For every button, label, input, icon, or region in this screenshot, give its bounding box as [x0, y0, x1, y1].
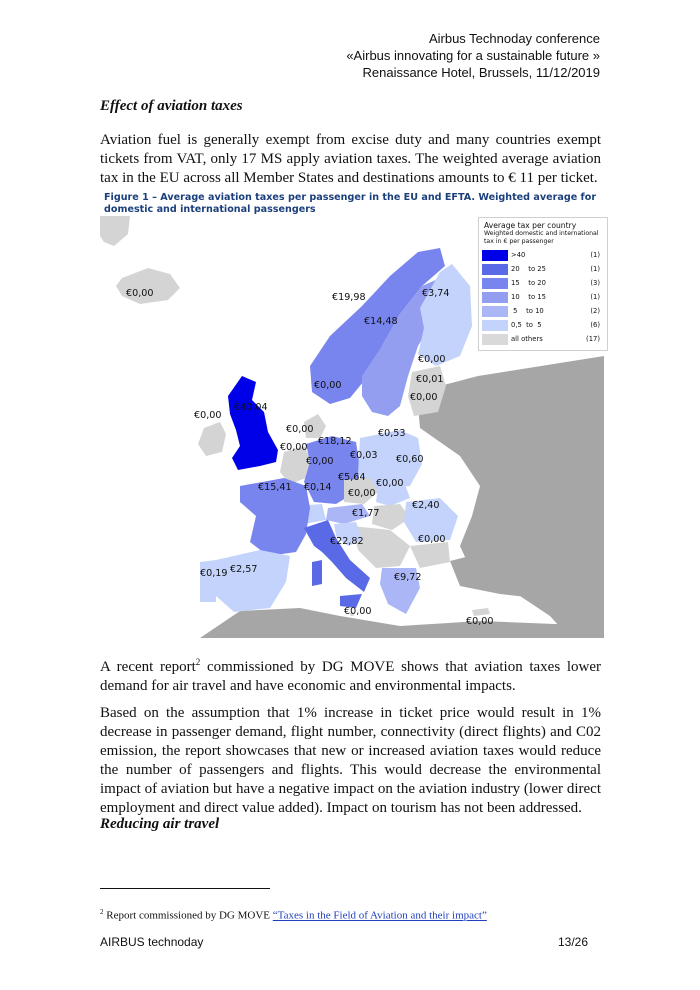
label-france: €15,41 — [258, 482, 292, 493]
legend-swatch — [482, 264, 508, 275]
label-cyprus: €0,00 — [466, 616, 494, 627]
label-iceland: €0,00 — [126, 288, 154, 299]
map-legend — [478, 217, 608, 351]
label-greece: €9,72 — [394, 572, 422, 583]
label-malta: €0,00 — [344, 606, 372, 617]
label-denmark: €0,00 — [314, 380, 342, 391]
legend-row — [482, 334, 602, 346]
label-latvia: €0,01 — [416, 374, 444, 385]
label-netherlands: €0,00 — [286, 424, 314, 435]
legend-row — [482, 306, 602, 318]
label-austria: €5,64 — [338, 472, 366, 483]
footnote-link[interactable]: “Taxes in the Field of Aviation and their impact” — [272, 909, 487, 922]
legend-swatch — [482, 292, 508, 303]
page-header — [346, 30, 600, 81]
label-germany: €18,12 — [318, 436, 352, 447]
legend-range: 15 to 20 — [511, 279, 546, 287]
label-poland: €0,53 — [378, 428, 406, 439]
label-portugal: €0,19 — [200, 568, 228, 579]
legend-swatch — [482, 334, 508, 345]
label-ireland: €0,00 — [194, 410, 222, 421]
paragraph-aviation-fuel: Aviation fuel is generally exempt from excise duty and many countries exempt tickets from VAT, only 17 MS apply aviation taxes. The weighted average aviation tax in the EU across all Member States and destinations amounts to € 11 per ticket. — [100, 132, 601, 186]
label-romania: €2,40 — [412, 500, 440, 511]
portugal-shape — [200, 560, 216, 602]
label-slovenia: €0,00 — [348, 488, 376, 499]
legend-range: >40 — [511, 251, 526, 259]
label-switzerland: €0,14 — [304, 482, 332, 493]
paragraph-recent-report — [100, 658, 601, 696]
legend-count: (6) — [590, 321, 600, 329]
footnote-number: 2 — [100, 908, 104, 916]
footnote-ref-2[interactable]: 2 — [195, 657, 201, 667]
legend-swatch — [482, 278, 508, 289]
label-bulgaria: €0,00 — [418, 534, 446, 545]
label-luxembourg: €0,00 — [306, 456, 334, 467]
legend-count: (1) — [590, 265, 600, 273]
label-spain: €2,57 — [230, 564, 258, 575]
label-hungary: €0,00 — [376, 478, 404, 489]
legend-range: all others — [511, 335, 543, 343]
label-norway: €19,98 — [332, 292, 366, 303]
legend-row — [482, 320, 602, 332]
legend-count: (17) — [586, 335, 600, 343]
header-line-1: Airbus Technoday conference — [428, 31, 600, 46]
label-italy: €22,82 — [330, 536, 364, 547]
legend-count: (2) — [590, 307, 600, 315]
label-uk: €40,04 — [234, 402, 268, 413]
label-sweden: €14,48 — [364, 316, 398, 327]
header-line-3: Renaissance Hotel, Brussels, 11/12/2019 — [362, 65, 600, 80]
figure-title: Figure 1 – Average aviation taxes per passenger in the EU and EFTA. Weighted average for domestic and international passengers — [104, 192, 597, 215]
legend-range: 5 to 10 — [511, 307, 544, 315]
legend-count: (1) — [590, 293, 600, 301]
label-lithuania: €0,00 — [410, 392, 438, 403]
legend-range: 0,5 to 5 — [511, 321, 542, 329]
legend-range: 10 to 15 — [511, 293, 546, 301]
footnote-2 — [100, 908, 487, 922]
legend-subtitle: Weighted domestic and international tax in € per passenger — [484, 230, 599, 245]
legend-swatch — [482, 250, 508, 261]
legend-row — [482, 292, 602, 304]
label-belgium: €0,00 — [280, 442, 308, 453]
label-estonia: €0,00 — [418, 354, 446, 365]
legend-row — [482, 264, 602, 276]
sardinia-shape — [312, 560, 322, 586]
label-croatia: €1,77 — [352, 508, 380, 519]
legend-swatch — [482, 306, 508, 317]
footer-left: AIRBUS technoday — [100, 935, 204, 949]
label-finland: €3,74 — [422, 288, 450, 299]
label-czechia: €0,03 — [350, 450, 378, 461]
legend-swatch — [482, 320, 508, 331]
footnote-text: Report commissioned by DG MOVE — [103, 909, 273, 922]
legend-title: Average tax per country — [484, 221, 577, 230]
legend-count: (1) — [590, 251, 600, 259]
label-slovakia: €0,60 — [396, 454, 424, 465]
figure-1 — [100, 190, 604, 638]
section-title-aviation-taxes: Effect of aviation taxes — [100, 98, 243, 114]
header-line-2: «Airbus innovating for a sustainable future » — [346, 48, 600, 63]
para2-before: A recent report — [100, 659, 196, 675]
legend-range: 20 to 25 — [511, 265, 546, 273]
para2-after: commissioned by DG MOVE shows that aviation taxes lower demand for air travel and have economic and environmental impacts. — [100, 659, 601, 694]
section-title-reducing-air-travel: Reducing air travel — [100, 816, 220, 832]
legend-row — [482, 250, 602, 262]
footnote-separator — [100, 888, 270, 889]
legend-row — [482, 278, 602, 290]
footer-page-number: 13/26 — [558, 935, 589, 949]
legend-count: (3) — [590, 279, 600, 287]
paragraph-assumption: Based on the assumption that 1% increase in ticket price would result in 1% decrease in passenger demand, flight number, connectivity (direct flights) and C02 emission, the report showcases that new or increased aviation taxes would reduce the number of passengers and flights. This would decrease the environmental impact of aviation but have a negative impact on the aviation industry (lower direct employment and direct value added). Impact on tourism has not been addressed. — [100, 705, 601, 816]
